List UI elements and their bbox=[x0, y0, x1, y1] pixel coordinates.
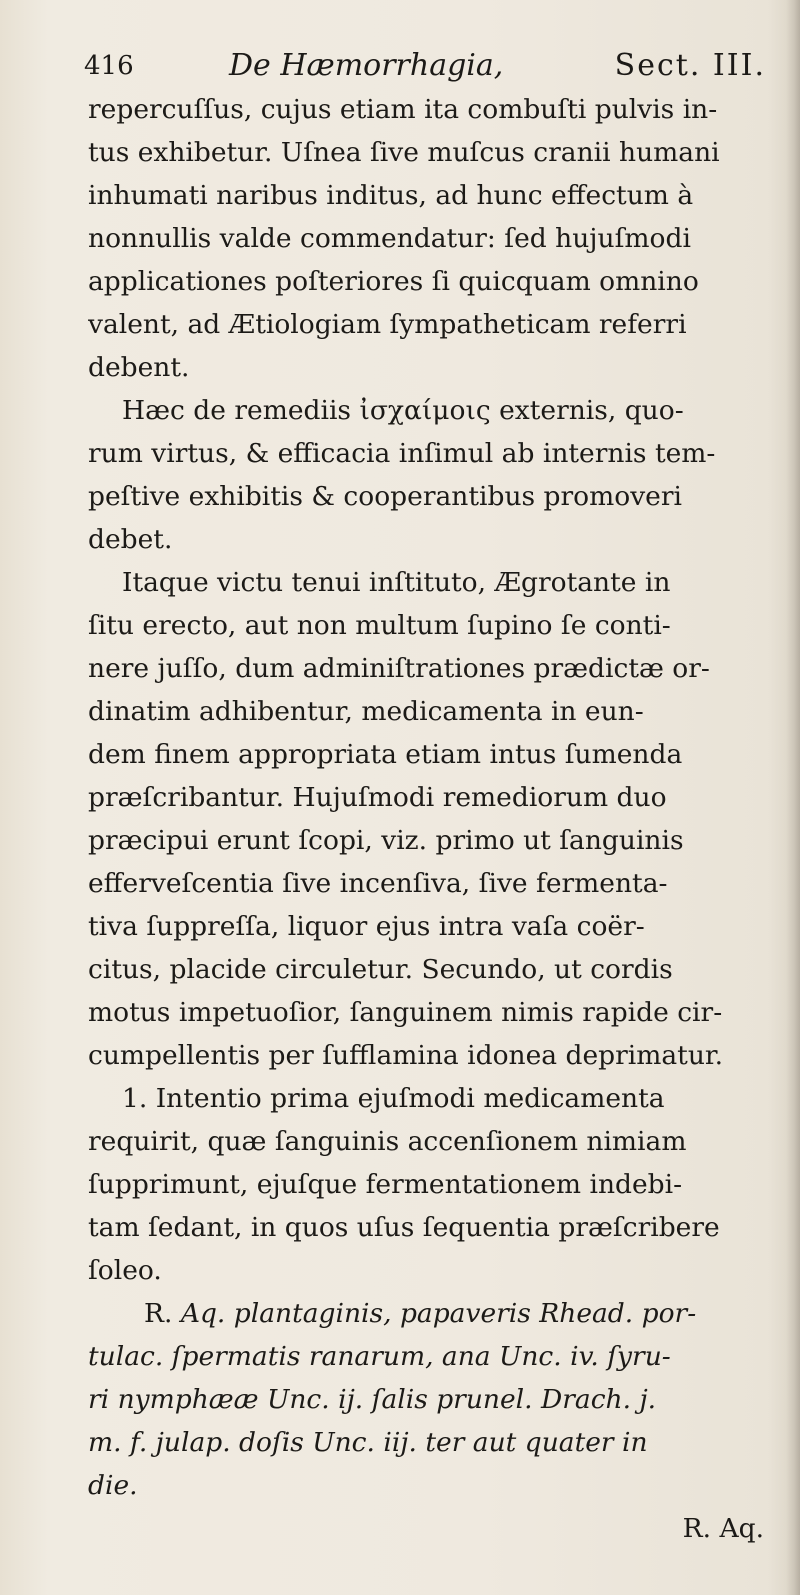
text-line: inhumati naribus inditus, ad hunc effectum à bbox=[88, 180, 694, 211]
text-line: ſoleo. bbox=[88, 1255, 162, 1286]
text-line: præcipui erunt ſcopi, viz. primo ut ſanguinis bbox=[88, 825, 684, 856]
recipe-line bbox=[88, 1292, 778, 1335]
recipe-line: m. f. julap. doſis Unc. iij. ter aut quater in bbox=[88, 1427, 648, 1458]
paragraph-start-line: Itaque victu tenui inſtituto, Ægrotante in bbox=[122, 567, 671, 598]
paragraph-start-line: 1. Intentio prima ejuſmodi medicamenta bbox=[122, 1083, 665, 1114]
text-line: efferveſcentia ſive incenſiva, ſive fermenta- bbox=[88, 868, 668, 899]
text-line: citus, placide circuletur. Secundo, ut cordis bbox=[88, 954, 673, 985]
running-title: De Hæmorrhagia, bbox=[229, 48, 504, 83]
paragraph-start-line: Hæc de remediis ἰσχαίμοις externis, quo- bbox=[122, 395, 684, 426]
text-line: valent, ad Ætiologiam ſympatheticam referri bbox=[88, 309, 687, 340]
text-line: rum virtus, & efficacia inſimul ab internis tem- bbox=[88, 438, 716, 469]
page-header bbox=[84, 44, 784, 88]
text-line: debet. bbox=[88, 524, 173, 555]
text-line: nere juſſo, dum adminiſtrationes prædictæ or- bbox=[88, 653, 710, 684]
text-line: tam ſedant, in quos uſus ſequentia præſcribere bbox=[88, 1212, 720, 1243]
text-line: applicationes poſteriores ſi quicquam omnino bbox=[88, 266, 699, 297]
text-line: requirit, quæ ſanguinis accenſionem nimiam bbox=[88, 1126, 687, 1157]
text-line: cumpellentis per ſufflamina idonea deprimatur. bbox=[88, 1040, 724, 1071]
page-body bbox=[88, 88, 778, 1550]
text-line: dinatim adhibentur, medicamenta in eun- bbox=[88, 696, 644, 727]
catchword: R. Aq. bbox=[682, 1513, 764, 1544]
text-line: peſtive exhibitis & cooperantibus promoveri bbox=[88, 481, 682, 512]
text-line: motus impetuoſior, ſanguinem nimis rapide cir- bbox=[88, 997, 723, 1028]
text-line: repercuſſus, cujus etiam ita combuſti pulvis in- bbox=[88, 94, 718, 125]
page-number: 416 bbox=[84, 51, 134, 81]
recipe-text: Aq. plantaginis, papaveris Rhead. por- bbox=[180, 1298, 697, 1329]
recipe-prefix: R. bbox=[144, 1298, 173, 1329]
text-line: præſcribantur. Hujuſmodi remediorum duo bbox=[88, 782, 667, 813]
section-label: Sect. III. bbox=[614, 48, 766, 83]
text-line: ſitu erecto, aut non multum ſupino ſe conti- bbox=[88, 610, 671, 641]
text-line: tiva ſuppreſſa, liquor ejus intra vaſa coër- bbox=[88, 911, 645, 942]
text-line: nonnullis valde commendatur: ſed hujuſmodi bbox=[88, 223, 691, 254]
text-line: dem finem appropriata etiam intus ſumenda bbox=[88, 739, 683, 770]
page-edge-shadow bbox=[786, 0, 800, 1595]
recipe-line: ri nymphææ Unc. ij. ſalis prunel. Drach. j. bbox=[88, 1384, 657, 1415]
recipe-line: die. bbox=[88, 1470, 138, 1501]
recipe-line: tulac. ſpermatis ranarum, ana Unc. iv. ſyru- bbox=[88, 1341, 671, 1372]
text-line: ſupprimunt, ejuſque fermentationem indebi- bbox=[88, 1169, 683, 1200]
text-line: debent. bbox=[88, 352, 190, 383]
text-line: tus exhibetur. Uſnea ſive muſcus cranii humani bbox=[88, 137, 720, 168]
